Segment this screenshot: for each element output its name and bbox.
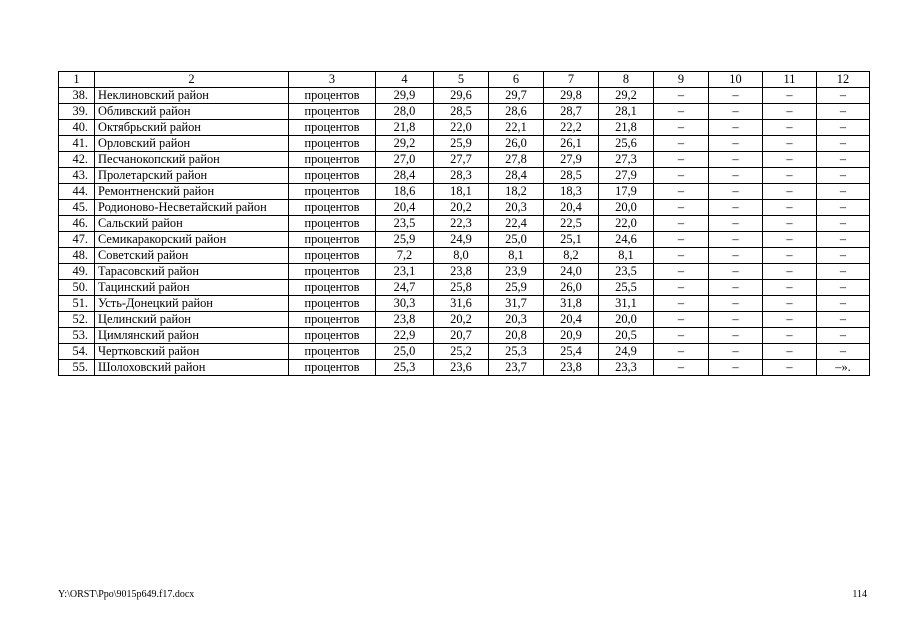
empty-value-cell: – bbox=[817, 168, 870, 184]
value-cell: 25,3 bbox=[489, 344, 544, 360]
value-cell: 27,7 bbox=[434, 152, 489, 168]
row-number: 52. bbox=[59, 312, 95, 328]
value-cell: 7,2 bbox=[376, 248, 434, 264]
value-cell: 8,2 bbox=[544, 248, 599, 264]
row-number: 42. bbox=[59, 152, 95, 168]
empty-value-cell: – bbox=[763, 328, 817, 344]
value-cell: 31,1 bbox=[599, 296, 654, 312]
empty-value-cell: – bbox=[763, 120, 817, 136]
unit-cell: процентов bbox=[289, 248, 376, 264]
table-row bbox=[59, 152, 870, 168]
value-cell: 25,3 bbox=[376, 360, 434, 376]
empty-value-cell: – bbox=[763, 360, 817, 376]
value-cell: 22,5 bbox=[544, 216, 599, 232]
unit-cell: процентов bbox=[289, 200, 376, 216]
row-number: 39. bbox=[59, 104, 95, 120]
empty-value-cell: – bbox=[709, 104, 763, 120]
empty-value-cell: – bbox=[817, 88, 870, 104]
unit-cell: процентов bbox=[289, 184, 376, 200]
value-cell: 28,5 bbox=[434, 104, 489, 120]
row-number: 38. bbox=[59, 88, 95, 104]
value-cell: 23,1 bbox=[376, 264, 434, 280]
value-cell: 24,7 bbox=[376, 280, 434, 296]
row-number: 40. bbox=[59, 120, 95, 136]
value-cell: 25,2 bbox=[434, 344, 489, 360]
row-number: 43. bbox=[59, 168, 95, 184]
unit-cell: процентов bbox=[289, 344, 376, 360]
unit-cell: процентов bbox=[289, 120, 376, 136]
empty-value-cell: – bbox=[763, 344, 817, 360]
value-cell: 25,5 bbox=[599, 280, 654, 296]
district-name: Песчанокопский район bbox=[95, 152, 289, 168]
empty-value-cell: – bbox=[709, 312, 763, 328]
value-cell: 22,0 bbox=[434, 120, 489, 136]
value-cell: 20,3 bbox=[489, 200, 544, 216]
empty-value-cell: – bbox=[763, 152, 817, 168]
empty-value-cell: – bbox=[763, 312, 817, 328]
row-number: 54. bbox=[59, 344, 95, 360]
empty-value-cell: – bbox=[654, 248, 709, 264]
empty-value-cell: – bbox=[654, 344, 709, 360]
empty-value-cell: – bbox=[817, 248, 870, 264]
table-row bbox=[59, 344, 870, 360]
row-number: 46. bbox=[59, 216, 95, 232]
district-name: Родионово-Несветайский район bbox=[95, 200, 289, 216]
table-row bbox=[59, 200, 870, 216]
empty-value-cell: – bbox=[817, 104, 870, 120]
empty-value-cell: – bbox=[709, 264, 763, 280]
value-cell: 20,4 bbox=[544, 200, 599, 216]
empty-value-cell: – bbox=[709, 344, 763, 360]
data-table bbox=[58, 71, 870, 376]
table-row bbox=[59, 120, 870, 136]
value-cell: 22,2 bbox=[544, 120, 599, 136]
value-cell: 31,8 bbox=[544, 296, 599, 312]
table-row bbox=[59, 280, 870, 296]
value-cell: 24,9 bbox=[434, 232, 489, 248]
unit-cell: процентов bbox=[289, 296, 376, 312]
value-cell: 27,8 bbox=[489, 152, 544, 168]
page-number: 114 bbox=[852, 589, 867, 600]
column-header: 3 bbox=[289, 72, 376, 88]
empty-value-cell: – bbox=[709, 136, 763, 152]
column-header: 1 bbox=[59, 72, 95, 88]
table-row bbox=[59, 248, 870, 264]
empty-value-cell: – bbox=[763, 248, 817, 264]
empty-value-cell: – bbox=[709, 184, 763, 200]
district-name: Семикаракорский район bbox=[95, 232, 289, 248]
value-cell: 8,1 bbox=[599, 248, 654, 264]
row-number: 53. bbox=[59, 328, 95, 344]
empty-value-cell: – bbox=[654, 184, 709, 200]
unit-cell: процентов bbox=[289, 104, 376, 120]
empty-value-cell: – bbox=[763, 200, 817, 216]
value-cell: 31,7 bbox=[489, 296, 544, 312]
value-cell: 18,6 bbox=[376, 184, 434, 200]
column-header: 9 bbox=[654, 72, 709, 88]
value-cell: 28,1 bbox=[599, 104, 654, 120]
table-row bbox=[59, 88, 870, 104]
column-header: 4 bbox=[376, 72, 434, 88]
value-cell: 23,3 bbox=[599, 360, 654, 376]
value-cell: 8,0 bbox=[434, 248, 489, 264]
empty-value-cell: – bbox=[709, 360, 763, 376]
value-cell: 23,8 bbox=[544, 360, 599, 376]
value-cell: 25,9 bbox=[376, 232, 434, 248]
value-cell: 27,3 bbox=[599, 152, 654, 168]
district-name: Сальский район bbox=[95, 216, 289, 232]
value-cell: 24,6 bbox=[599, 232, 654, 248]
district-name: Тацинский район bbox=[95, 280, 289, 296]
table-row bbox=[59, 184, 870, 200]
value-cell: 29,2 bbox=[599, 88, 654, 104]
value-cell: 24,0 bbox=[544, 264, 599, 280]
empty-value-cell: – bbox=[817, 184, 870, 200]
empty-value-cell: – bbox=[817, 152, 870, 168]
value-cell: 23,6 bbox=[434, 360, 489, 376]
unit-cell: процентов bbox=[289, 264, 376, 280]
value-cell: 28,4 bbox=[489, 168, 544, 184]
table-row bbox=[59, 136, 870, 152]
value-cell: 23,5 bbox=[599, 264, 654, 280]
value-cell: 20,4 bbox=[376, 200, 434, 216]
district-name: Советский район bbox=[95, 248, 289, 264]
value-cell: 28,6 bbox=[489, 104, 544, 120]
value-cell: 20,8 bbox=[489, 328, 544, 344]
table-row bbox=[59, 232, 870, 248]
row-number: 49. bbox=[59, 264, 95, 280]
district-name: Шолоховский район bbox=[95, 360, 289, 376]
empty-value-cell: – bbox=[709, 120, 763, 136]
table-row bbox=[59, 264, 870, 280]
value-cell: 28,3 bbox=[434, 168, 489, 184]
value-cell: 29,8 bbox=[544, 88, 599, 104]
empty-value-cell: – bbox=[817, 136, 870, 152]
table-row bbox=[59, 216, 870, 232]
value-cell: 25,0 bbox=[489, 232, 544, 248]
value-cell: 22,3 bbox=[434, 216, 489, 232]
value-cell: 29,7 bbox=[489, 88, 544, 104]
value-cell: 29,6 bbox=[434, 88, 489, 104]
value-cell: 21,8 bbox=[376, 120, 434, 136]
empty-value-cell: – bbox=[709, 328, 763, 344]
table-row bbox=[59, 312, 870, 328]
district-name: Целинский район bbox=[95, 312, 289, 328]
empty-value-cell: – bbox=[654, 216, 709, 232]
value-cell: 26,0 bbox=[544, 280, 599, 296]
empty-value-cell: – bbox=[654, 264, 709, 280]
value-cell: 25,6 bbox=[599, 136, 654, 152]
unit-cell: процентов bbox=[289, 152, 376, 168]
empty-value-cell: – bbox=[654, 312, 709, 328]
value-cell: 20,7 bbox=[434, 328, 489, 344]
empty-value-cell: – bbox=[763, 184, 817, 200]
empty-value-cell: – bbox=[763, 232, 817, 248]
value-cell: 20,9 bbox=[544, 328, 599, 344]
value-cell: 26,1 bbox=[544, 136, 599, 152]
empty-value-cell: – bbox=[654, 120, 709, 136]
value-cell: 23,5 bbox=[376, 216, 434, 232]
row-number: 44. bbox=[59, 184, 95, 200]
value-cell: 22,9 bbox=[376, 328, 434, 344]
value-cell: 22,4 bbox=[489, 216, 544, 232]
value-cell: 24,9 bbox=[599, 344, 654, 360]
empty-value-cell: – bbox=[817, 312, 870, 328]
empty-value-cell: – bbox=[709, 248, 763, 264]
district-name: Неклиновский район bbox=[95, 88, 289, 104]
value-cell: 25,1 bbox=[544, 232, 599, 248]
header-row bbox=[59, 72, 870, 88]
empty-value-cell: – bbox=[654, 296, 709, 312]
empty-value-cell: – bbox=[817, 200, 870, 216]
value-cell: 23,8 bbox=[434, 264, 489, 280]
row-number: 45. bbox=[59, 200, 95, 216]
value-cell: 23,7 bbox=[489, 360, 544, 376]
value-cell: 28,4 bbox=[376, 168, 434, 184]
column-header: 5 bbox=[434, 72, 489, 88]
value-cell: 30,3 bbox=[376, 296, 434, 312]
unit-cell: процентов bbox=[289, 328, 376, 344]
empty-value-cell: – bbox=[763, 216, 817, 232]
value-cell: 26,0 bbox=[489, 136, 544, 152]
value-cell: 29,9 bbox=[376, 88, 434, 104]
table-row bbox=[59, 168, 870, 184]
empty-value-cell: – bbox=[654, 360, 709, 376]
empty-value-cell: – bbox=[654, 200, 709, 216]
row-number: 47. bbox=[59, 232, 95, 248]
table-row bbox=[59, 104, 870, 120]
district-name: Октябрьский район bbox=[95, 120, 289, 136]
unit-cell: процентов bbox=[289, 136, 376, 152]
value-cell: 18,3 bbox=[544, 184, 599, 200]
district-name: Пролетарский район bbox=[95, 168, 289, 184]
value-cell: 28,5 bbox=[544, 168, 599, 184]
empty-value-cell: – bbox=[709, 200, 763, 216]
row-number: 55. bbox=[59, 360, 95, 376]
unit-cell: процентов bbox=[289, 88, 376, 104]
empty-value-cell: – bbox=[709, 296, 763, 312]
column-header: 2 bbox=[95, 72, 289, 88]
table-row bbox=[59, 328, 870, 344]
value-cell: 17,9 bbox=[599, 184, 654, 200]
empty-value-cell: – bbox=[817, 328, 870, 344]
empty-value-cell: – bbox=[763, 168, 817, 184]
value-cell: 20,5 bbox=[599, 328, 654, 344]
column-header: 12 bbox=[817, 72, 870, 88]
unit-cell: процентов bbox=[289, 280, 376, 296]
row-number: 50. bbox=[59, 280, 95, 296]
empty-value-cell: – bbox=[763, 104, 817, 120]
value-cell: 28,0 bbox=[376, 104, 434, 120]
empty-value-cell: – bbox=[654, 88, 709, 104]
value-cell: 21,8 bbox=[599, 120, 654, 136]
empty-value-cell: – bbox=[709, 88, 763, 104]
empty-value-cell: – bbox=[709, 216, 763, 232]
empty-value-cell: – bbox=[817, 296, 870, 312]
value-cell: 25,0 bbox=[376, 344, 434, 360]
empty-value-cell: – bbox=[817, 120, 870, 136]
value-cell: 29,2 bbox=[376, 136, 434, 152]
table-row bbox=[59, 360, 870, 376]
footer-file-path: Y:\ORST\Ppo\9015p649.f17.docx bbox=[58, 589, 195, 600]
value-cell: 20,2 bbox=[434, 200, 489, 216]
value-cell: 27,9 bbox=[544, 152, 599, 168]
empty-value-cell: – bbox=[654, 136, 709, 152]
empty-value-cell: – bbox=[709, 152, 763, 168]
empty-value-cell: – bbox=[654, 232, 709, 248]
unit-cell: процентов bbox=[289, 168, 376, 184]
value-cell: 23,9 bbox=[489, 264, 544, 280]
district-name: Усть-Донецкий район bbox=[95, 296, 289, 312]
value-cell: 8,1 bbox=[489, 248, 544, 264]
value-cell: 27,9 bbox=[599, 168, 654, 184]
district-name: Цимлянский район bbox=[95, 328, 289, 344]
district-name: Чертковский район bbox=[95, 344, 289, 360]
value-cell: 28,7 bbox=[544, 104, 599, 120]
value-cell: 20,0 bbox=[599, 312, 654, 328]
empty-value-cell: – bbox=[709, 280, 763, 296]
value-cell: 20,2 bbox=[434, 312, 489, 328]
district-name: Ремонтненский район bbox=[95, 184, 289, 200]
table-row bbox=[59, 296, 870, 312]
value-cell: 18,1 bbox=[434, 184, 489, 200]
district-name: Обливский район bbox=[95, 104, 289, 120]
district-name: Орловский район bbox=[95, 136, 289, 152]
empty-value-cell: – bbox=[763, 280, 817, 296]
empty-value-cell: – bbox=[654, 280, 709, 296]
empty-value-cell: –». bbox=[817, 360, 870, 376]
empty-value-cell: – bbox=[654, 328, 709, 344]
value-cell: 18,2 bbox=[489, 184, 544, 200]
empty-value-cell: – bbox=[763, 296, 817, 312]
unit-cell: процентов bbox=[289, 216, 376, 232]
value-cell: 25,8 bbox=[434, 280, 489, 296]
empty-value-cell: – bbox=[654, 168, 709, 184]
unit-cell: процентов bbox=[289, 312, 376, 328]
value-cell: 25,4 bbox=[544, 344, 599, 360]
value-cell: 20,3 bbox=[489, 312, 544, 328]
unit-cell: процентов bbox=[289, 360, 376, 376]
column-header: 10 bbox=[709, 72, 763, 88]
unit-cell: процентов bbox=[289, 232, 376, 248]
column-header: 8 bbox=[599, 72, 654, 88]
empty-value-cell: – bbox=[817, 280, 870, 296]
empty-value-cell: – bbox=[763, 136, 817, 152]
value-cell: 25,9 bbox=[489, 280, 544, 296]
value-cell: 22,1 bbox=[489, 120, 544, 136]
row-number: 41. bbox=[59, 136, 95, 152]
column-header: 6 bbox=[489, 72, 544, 88]
value-cell: 22,0 bbox=[599, 216, 654, 232]
empty-value-cell: – bbox=[817, 344, 870, 360]
table-body bbox=[59, 72, 870, 376]
value-cell: 27,0 bbox=[376, 152, 434, 168]
column-header: 11 bbox=[763, 72, 817, 88]
empty-value-cell: – bbox=[817, 232, 870, 248]
empty-value-cell: – bbox=[709, 232, 763, 248]
value-cell: 23,8 bbox=[376, 312, 434, 328]
row-number: 48. bbox=[59, 248, 95, 264]
empty-value-cell: – bbox=[654, 104, 709, 120]
value-cell: 25,9 bbox=[434, 136, 489, 152]
empty-value-cell: – bbox=[817, 216, 870, 232]
value-cell: 20,0 bbox=[599, 200, 654, 216]
value-cell: 31,6 bbox=[434, 296, 489, 312]
value-cell: 20,4 bbox=[544, 312, 599, 328]
empty-value-cell: – bbox=[654, 152, 709, 168]
row-number: 51. bbox=[59, 296, 95, 312]
empty-value-cell: – bbox=[763, 88, 817, 104]
district-name: Тарасовский район bbox=[95, 264, 289, 280]
empty-value-cell: – bbox=[709, 168, 763, 184]
empty-value-cell: – bbox=[763, 264, 817, 280]
column-header: 7 bbox=[544, 72, 599, 88]
empty-value-cell: – bbox=[817, 264, 870, 280]
